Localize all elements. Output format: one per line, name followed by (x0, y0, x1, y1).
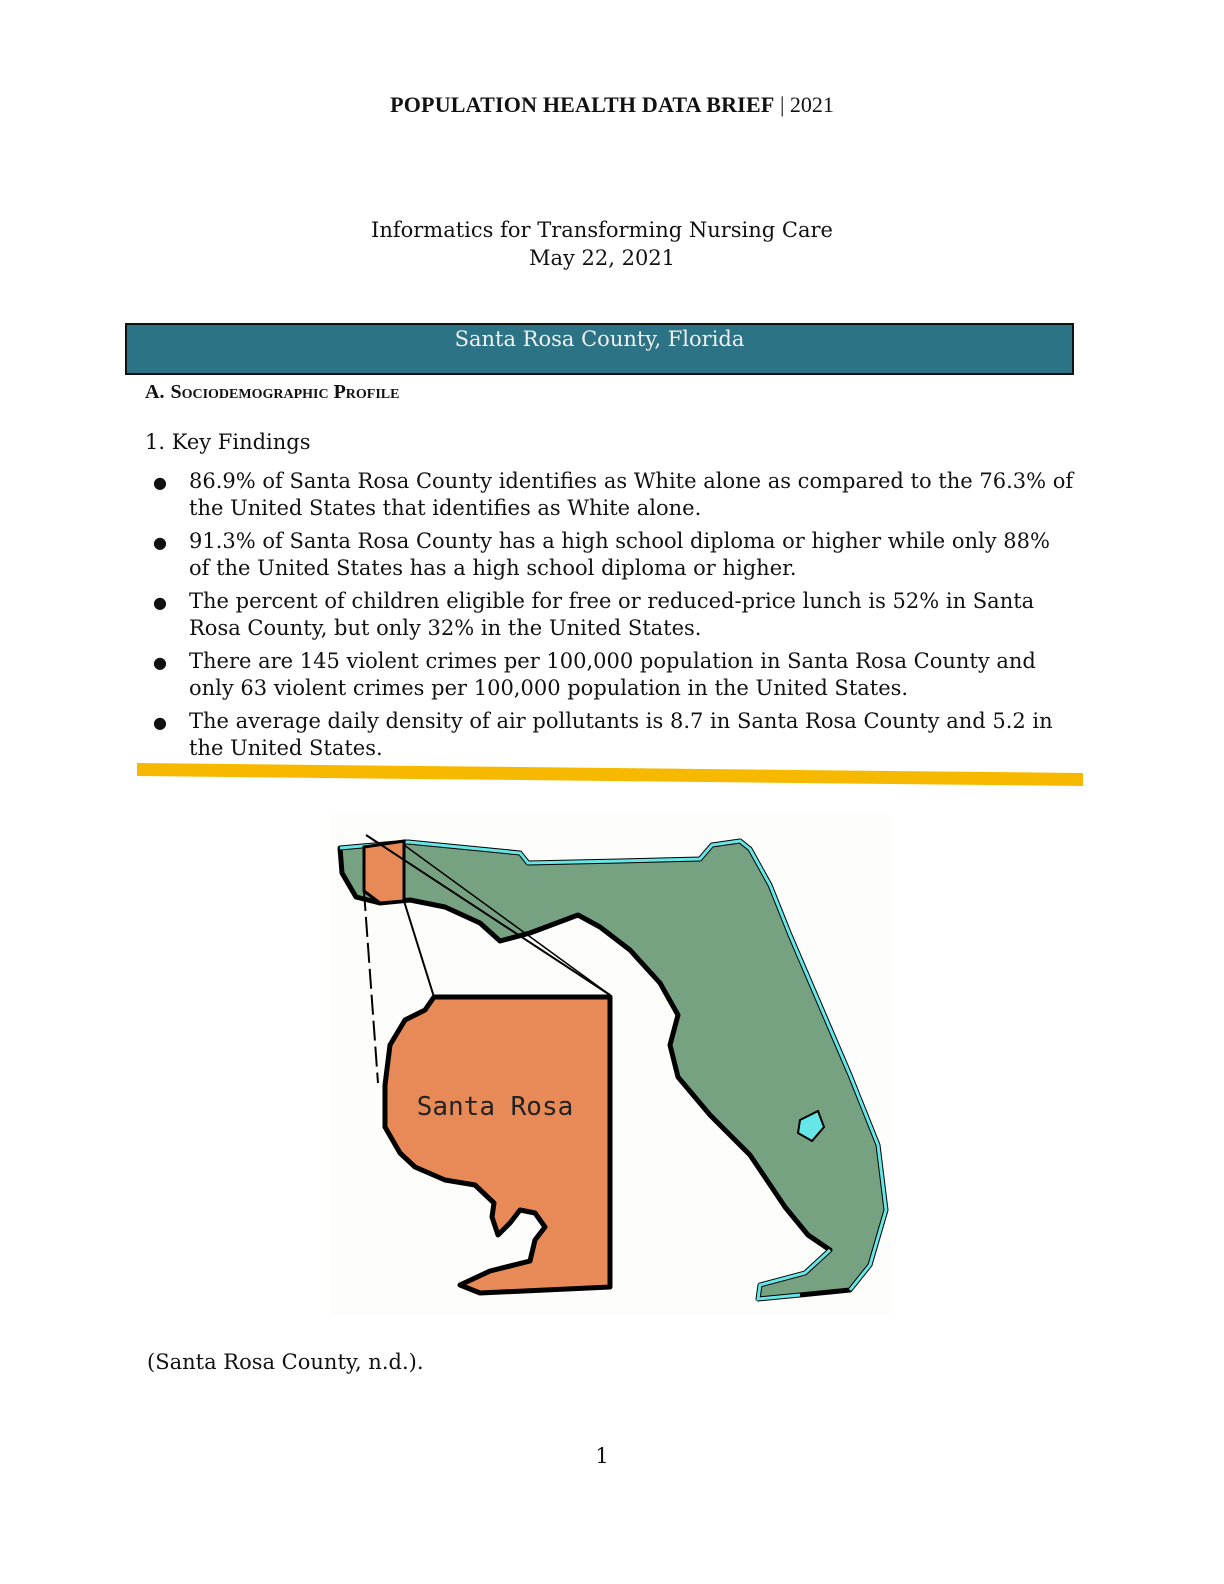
list-item (150, 708, 1075, 762)
county-banner-title: Santa Rosa County, Florida (454, 327, 745, 351)
list-item (150, 588, 1075, 642)
finding-text: There are 145 violent crimes per 100,000 population in Santa Rosa County and only 63 violent crimes per 100,000 population in the United States. (189, 649, 1036, 700)
list-item (150, 648, 1075, 702)
page-header (0, 92, 1224, 118)
section-heading (145, 381, 399, 404)
yellow-divider (137, 760, 1083, 790)
key-findings-heading: 1. Key Findings (145, 430, 311, 454)
header-year: 2021 (789, 92, 834, 117)
list-item (150, 528, 1075, 582)
finding-text: The average daily density of air pollutants is 8.7 in Santa Rosa County and 5.2 in the United States. (189, 709, 1053, 760)
bullet-icon: ● (153, 473, 167, 492)
florida-county-map (330, 815, 892, 1315)
county-banner (125, 323, 1074, 375)
finding-text: 91.3% of Santa Rosa County has a high school diploma or higher while only 88% of the United States has a high school diploma or higher. (189, 529, 1050, 580)
section-title: Sociodemographic Profile (170, 381, 400, 403)
key-findings-list (150, 468, 1075, 768)
page-number: 1 (595, 1444, 609, 1468)
brief-date: May 22, 2021 (528, 246, 676, 270)
bullet-icon: ● (153, 593, 167, 612)
bullet-icon: ● (153, 653, 167, 672)
finding-text: 86.9% of Santa Rosa County identifies as White alone as compared to the 76.3% of the United States that identifies as White alone. (189, 469, 1074, 520)
finding-text: The percent of children eligible for free or reduced-price lunch is 52% in Santa Rosa County, but only 32% in the United States. (189, 589, 1035, 640)
list-item (150, 468, 1075, 522)
county-highlight-shape (364, 841, 404, 903)
brief-title: POPULATION HEALTH DATA BRIEF (390, 92, 775, 117)
county-map-label: Santa Rosa (416, 1092, 574, 1122)
organization-name: Informatics for Transforming Nursing Care (371, 218, 833, 242)
image-caption: (Santa Rosa County, n.d.). (147, 1350, 424, 1374)
section-letter: A. (145, 381, 165, 403)
bullet-icon: ● (153, 713, 167, 732)
bullet-icon: ● (153, 533, 167, 552)
header-separator: | (779, 92, 785, 117)
organization-block (0, 216, 1204, 272)
